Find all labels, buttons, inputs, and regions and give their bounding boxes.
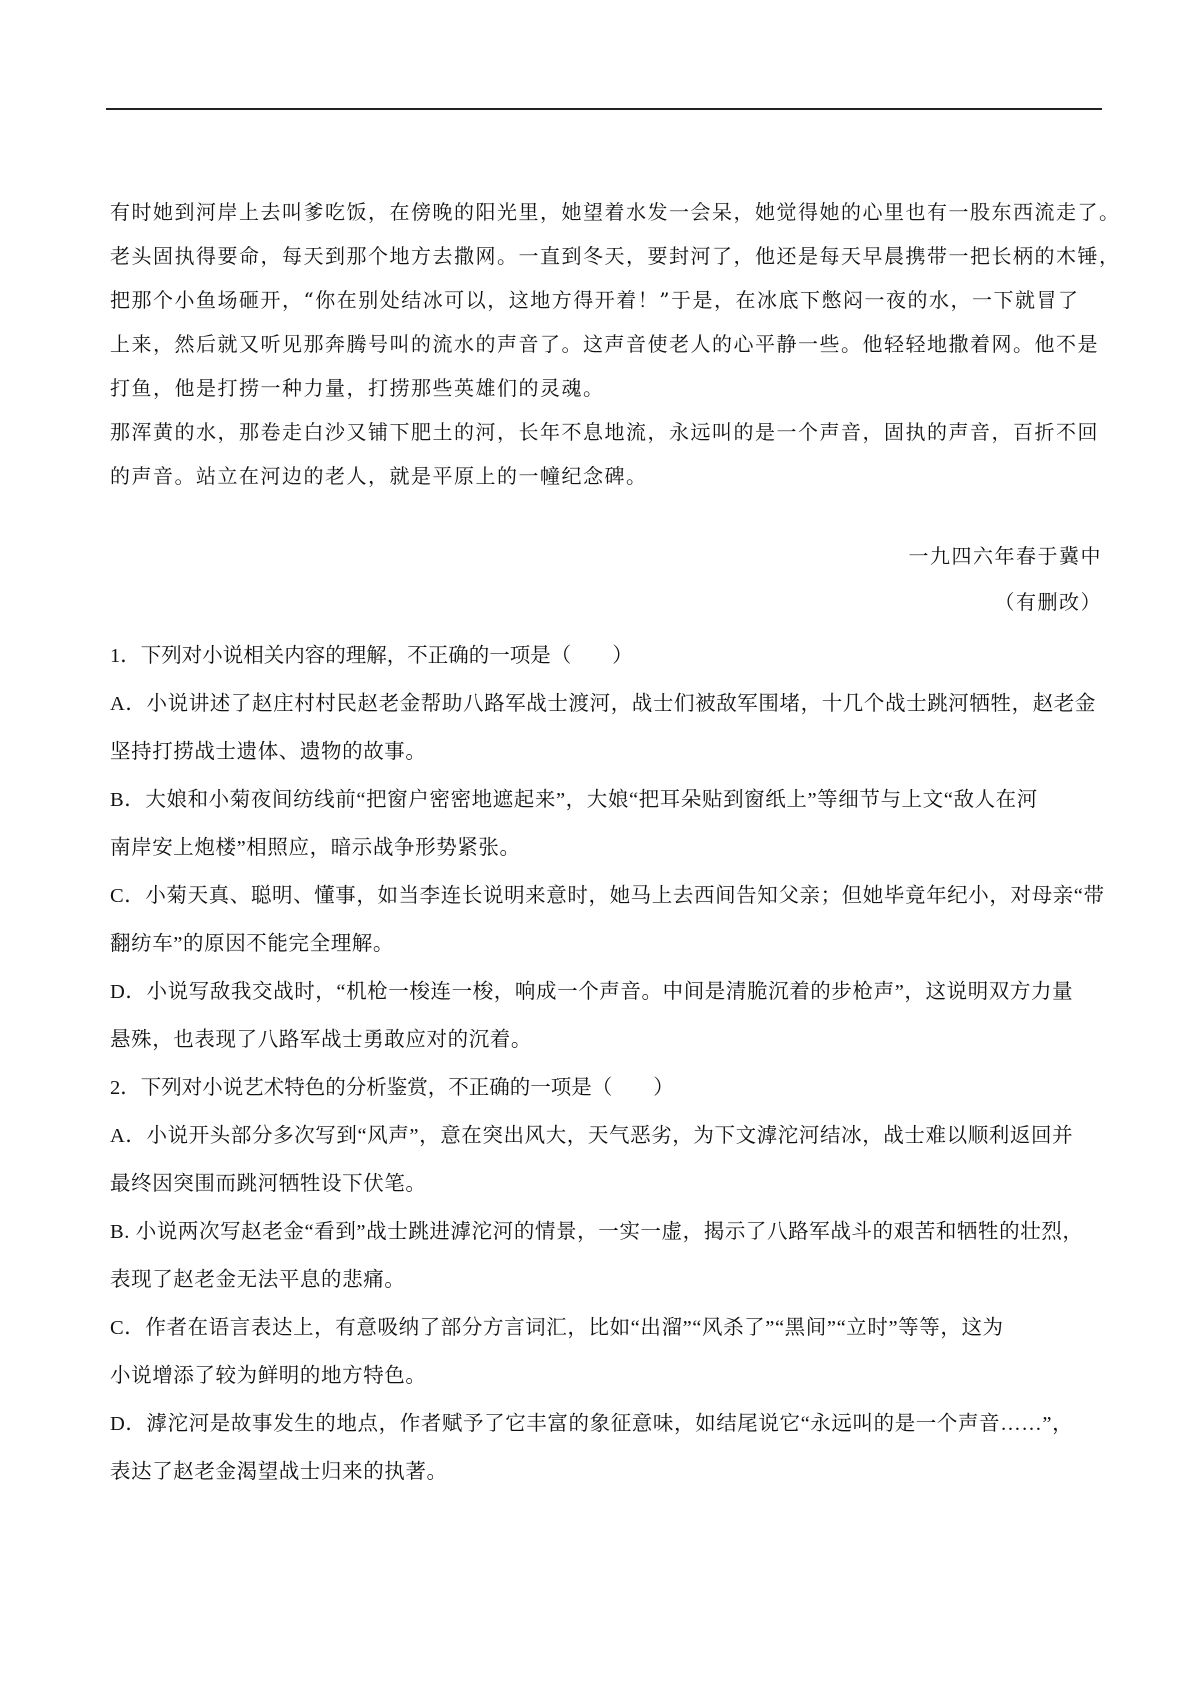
question-stem: 2．下列对小说艺术特色的分析鉴赏，不正确的一项是（ ） xyxy=(110,1077,674,1099)
passage-line: 老头固执得要命，每天到那个地方去撒网。一直到冬天，要封河了，他还是每天早晨携带一把长柄的木锤， xyxy=(110,244,1121,268)
option-d xyxy=(110,968,1102,1064)
passage-line: 把那个小鱼场砸开，“你在别处结冰可以，这地方得开着！”于是，在冰底下憋闷一夜的水，一下就冒了 xyxy=(110,288,1080,312)
option-line: D．小说写敌我交战时，“机枪一梭连一梭，响成一个声音。中间是清脆沉着的步枪声”，这说明双方力量 xyxy=(110,981,1074,1003)
option-line: C．小菊天真、聪明、懂事，如当李连长说明来意时，她马上去西间告知父亲；但她毕竟年纪小，对母亲“带 xyxy=(110,885,1105,907)
passage-line: 打鱼，他是打捞一种力量，打捞那些英雄们的灵魂。 xyxy=(110,376,605,400)
option-line: A．小说讲述了赵庄村村民赵老金帮助八路军战士渡河，战士们被敌军围堵，十几个战士跳河牺牲，赵老金 xyxy=(110,693,1097,715)
passage-line: 的声音。站立在河边的老人，就是平原上的一幢纪念碑。 xyxy=(110,464,648,488)
option-line: D．滹沱河是故事发生的地点，作者赋予了它丰富的象征意味，如结尾说它“永远叫的是一个声音……”， xyxy=(110,1413,1074,1435)
option-c xyxy=(110,1304,1102,1400)
edit-note: （有删改） xyxy=(994,590,1102,614)
question-1 xyxy=(110,632,1105,1064)
option-line: C．作者在语言表达上，有意吸纳了部分方言词汇，比如“出溜”“风杀了”“黑间”“立时”等等，这为 xyxy=(110,1317,1004,1339)
option-line: A．小说开头部分多次写到“风声”，意在突出风大，天气恶劣，为下文滹沱河结冰，战士难以顺利返回并 xyxy=(110,1125,1074,1147)
question-2 xyxy=(110,1064,1102,1496)
option-c xyxy=(110,872,1105,968)
option-line: 表达了赵老金渴望战士归来的执著。 xyxy=(110,1461,448,1483)
option-line: B．大娘和小菊夜间纺线前“把窗户密密地遮起来”，大娘“把耳朵贴到窗纸上”等细节与上文“敌人在河 xyxy=(110,789,1038,811)
option-line: 坚持打捞战士遗体、遗物的故事。 xyxy=(110,741,427,763)
option-line: 翻纺车”的原因不能完全理解。 xyxy=(110,933,394,955)
passage-line: 那浑黄的水，那卷走白沙又铺下肥土的河，长年不息地流，永远叫的是一个声音，固执的声音，百折不回 xyxy=(110,420,1099,444)
option-line: 悬殊，也表现了八路军战士勇敢应对的沉着。 xyxy=(110,1029,532,1051)
option-a xyxy=(110,1112,1102,1208)
option-line: 南岸安上炮楼”相照应，暗示战争形势紧张。 xyxy=(110,837,521,859)
passage-line: 上来，然后就又听见那奔腾号叫的流水的声音了。这声音使老人的心平静一些。他轻轻地撒着网。他不是 xyxy=(110,332,1099,356)
option-d xyxy=(110,1400,1102,1496)
header-rule xyxy=(106,108,1102,110)
question-stem: 1．下列对小说相关内容的理解，不正确的一项是（ ） xyxy=(110,645,633,667)
option-line: 最终因突围而跳河牺牲设下伏笔。 xyxy=(110,1173,427,1195)
option-a xyxy=(110,680,1102,776)
option-b xyxy=(110,1208,1102,1304)
option-b xyxy=(110,776,1102,872)
story-passage xyxy=(110,190,1121,498)
question-list xyxy=(110,632,1105,1496)
date-place: 一九四六年春于冀中 xyxy=(908,544,1102,568)
option-line: 小说增添了较为鲜明的地方特色。 xyxy=(110,1365,427,1387)
option-line: 表现了赵老金无法平息的悲痛。 xyxy=(110,1269,406,1291)
option-line: B. 小说两次写赵老金“看到”战士跳进滹沱河的情景，一实一虚，揭示了八路军战斗的艰苦和牺牲的壮烈， xyxy=(110,1221,1084,1243)
passage-line: 有时她到河岸上去叫爹吃饭，在傍晚的阳光里，她望着水发一会呆，她觉得她的心里也有一股东西流走了。 xyxy=(110,200,1121,224)
